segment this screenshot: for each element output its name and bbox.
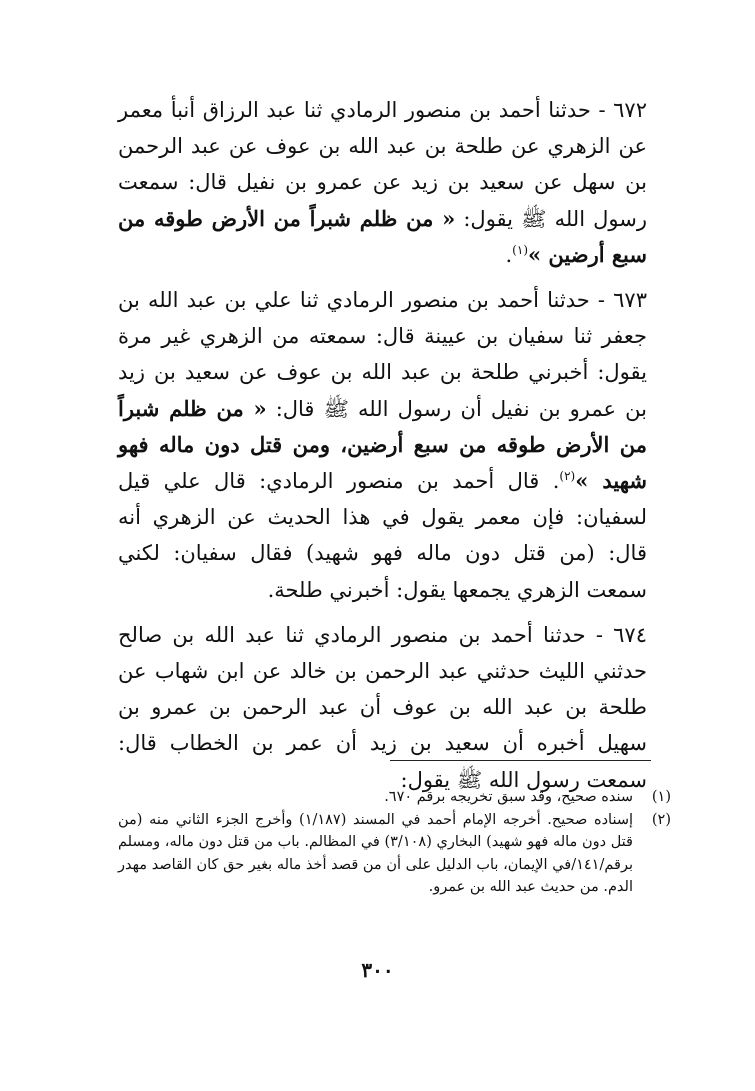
entry-number: ٦٧٢ [613, 98, 647, 122]
entry-tail: . قال أحمد بن منصور الرمادي: قال علي قيل لسفيان: فإن معمر يقول في هذا الحديث عن الزهري أنه قال: (من قتل دون ماله فهو شهيد) فقال سفيان: لكني سمعت الزهري يجمعها يقول: أخبرني طلحة. [118, 469, 647, 602]
hadith-entry-673 [118, 282, 647, 608]
footnote-number: (١) [651, 789, 671, 805]
entry-number: ٦٧٤ [613, 622, 647, 647]
footnote-divider [390, 760, 651, 761]
entry-tail: . [505, 242, 513, 267]
hadith-entry-672 [118, 92, 647, 273]
footnote-number: (٢) [651, 811, 671, 828]
footnote-1 [118, 786, 671, 809]
entry-number: ٦٧٣ [613, 288, 647, 313]
footnotes [118, 786, 671, 899]
footnote-2 [118, 809, 671, 899]
footnote-text: إسناده صحيح. أخرجه الإمام أحمد في المسند (١/١٨٧) وأخرج الجزء الثاني منه (من قتل دون ماله فهو شهيد) البخاري (٣/١٠٨) في المظالم. باب من قتل دون ماله، ومسلم برقم/١٤١/في الإيمان، باب الدليل على أن من قصد أخذ ماله بغير حق كان القاصد مهدر الدم. من حديث عبد الله بن عمرو. [118, 811, 633, 895]
hadith-entry-674 [118, 617, 647, 798]
page-number: ٣٠٠ [361, 958, 394, 982]
main-text [118, 92, 647, 807]
hadith-text: « من ظلم شبراً من الأرض طوقه من سبع أرضين، ومن قتل دون ماله فهو شهيد » [118, 395, 647, 494]
isnad-text: - حدثنا أحمد بن منصور الرمادي ثنا علي بن عبد الله بن جعفر ثنا سفيان بن عيينة قال: سمعته من الزهري غير مرة يقول: أخبرني طلحة بن عبد الله بن عوف عن سعيد بن زيد بن عمرو بن نفيل أن رسول الله ﷺ قال: [118, 288, 647, 421]
isnad-text: - حدثنا أحمد بن منصور الرمادي ثنا عبد الله بن صالح حدثني الليث حدثني عبد الرحمن بن خالد عن ابن شهاب عن طلحة بن عبد الله بن عوف أن عبد الرحمن بن عمرو بن سهيل أخبره أن سعيد بن زيد أن عمر بن الخطاب قال: سمعت رسول الله ﷺ يقول: [118, 622, 647, 792]
hadith-text: « من ظلم شبراً من الأرض طوقه من سبع أرضين » [118, 205, 647, 267]
footnote-ref: (٢) [559, 469, 576, 484]
footnote-text: سنده صحيح، وقد سبق تخريجه برقم ٦٧٠. [384, 789, 633, 805]
footnote-ref: (١) [512, 242, 528, 257]
isnad-text: - حدثنا أحمد بن منصور الرمادي ثنا عبد الرزاق أنبأ معمر عن الزهري عن طلحة بن عبد الله بن عوف عن عبد الرحمن بن سهل عن سعيد بن زيد عن عمرو بن نفيل قال: سمعت رسول الله ﷺ يقول: [118, 98, 647, 231]
